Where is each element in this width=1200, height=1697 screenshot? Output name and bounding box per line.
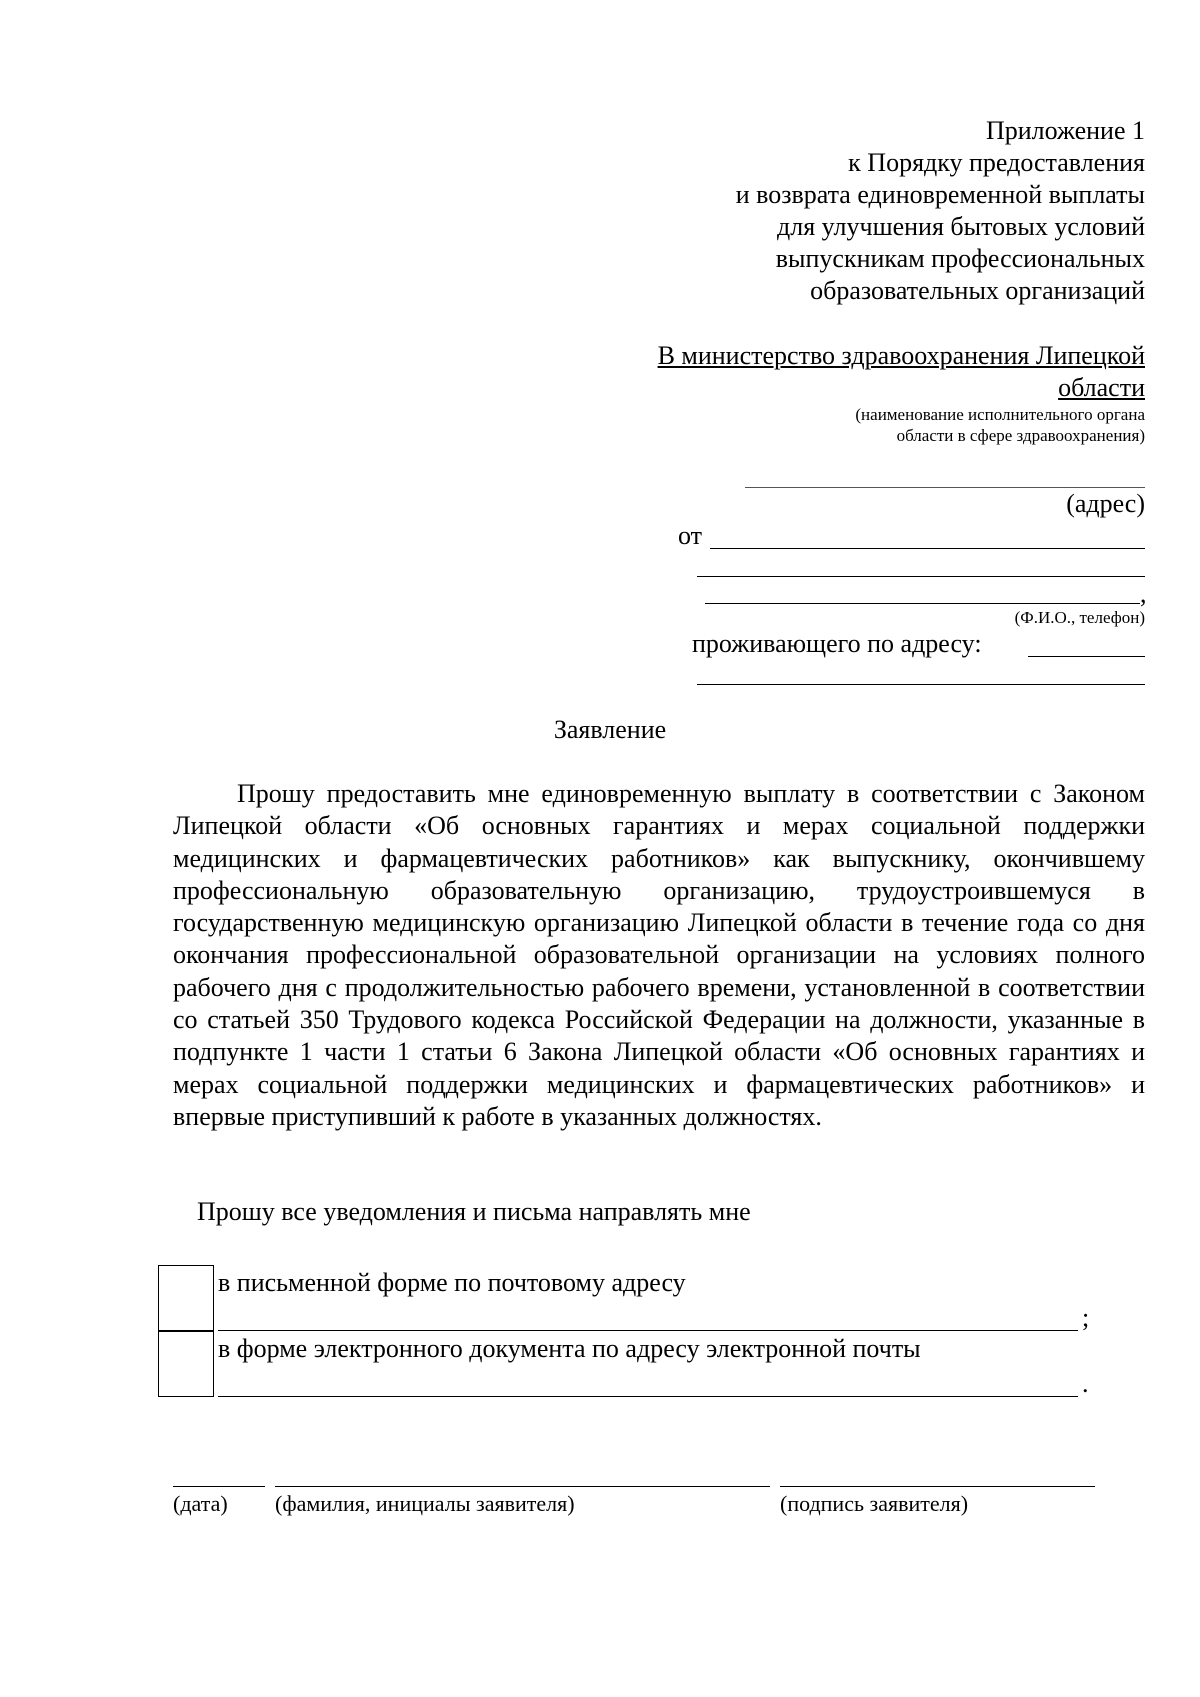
email-option-label: в форме электронного документа по адресу электронной почты [218, 1334, 921, 1363]
ministry-line: области [1058, 373, 1145, 402]
residing-field-line-1[interactable] [1028, 656, 1145, 657]
postal-option-label: в письменной форме по почтовому адресу [218, 1268, 686, 1297]
date-caption: (дата) [173, 1491, 228, 1516]
ministry-name [445, 340, 1145, 404]
statement-body: Прошу предоставить мне единовременную выплату в соответствии с Законом Липецкой области «Об основных гарантиях и мерах социальной поддержки медицинских и фармацевтических работников» как выпускнику, окончившему профессиональную образовательную организацию, трудоустроившемуся в государственную медицинскую организацию Липецкой области в течение года со дня окончания профессиональной образовательной организации на условиях полного рабочего дня с продолжительностью рабочего времени, установленной в соответствии со статьей 350 Трудового кодекса Российской Федерации на должности, указанные в подпункте 1 части 1 статьи 6 Закона Липецкой области «Об основных гарантиях и мерах социальной поддержки медицинских и фармацевтических работников» и впервые приступивший к работе в указанных должностях. [173, 779, 1145, 1131]
from-label: от [678, 521, 703, 550]
appendix-line: к Порядку предоставления [848, 148, 1145, 177]
postal-address-field-line[interactable] [218, 1330, 1078, 1331]
date-field-line[interactable] [173, 1486, 265, 1487]
ministry-caption-line: (наименование исполнительного органа [855, 405, 1145, 424]
email-address-field-line[interactable] [218, 1396, 1078, 1397]
signature-field-line[interactable] [780, 1486, 1095, 1487]
postal-option-checkbox[interactable] [158, 1265, 214, 1331]
email-option-end: . [1082, 1369, 1089, 1398]
appendix-line: для улучшения бытовых условий [777, 212, 1145, 241]
ministry-caption [645, 404, 1145, 446]
postal-option-end: ; [1082, 1303, 1090, 1332]
notify-intro: Прошу все уведомления и письма направлять мне [197, 1197, 751, 1226]
appendix-line: и возврата единовременной выплаты [735, 180, 1145, 209]
from-field-line-3[interactable] [705, 603, 1140, 604]
ministry-line: В министерство здравоохранения Липецкой [657, 341, 1145, 370]
appendix-line: Приложение 1 [985, 116, 1145, 145]
document-title: Заявление [553, 715, 667, 744]
residing-field-line-2[interactable] [697, 684, 1145, 685]
address-caption: (адрес) [1066, 489, 1145, 518]
email-option-checkbox[interactable] [158, 1331, 214, 1397]
residing-label: проживающего по адресу: [692, 629, 982, 658]
signature-caption: (подпись заявителя) [780, 1491, 969, 1516]
appendix-header [445, 115, 1145, 307]
appendix-line: выпускникам профессиональных [775, 244, 1145, 273]
name-caption: (фамилия, инициалы заявителя) [275, 1491, 575, 1516]
ministry-caption-line: области в сфере здравоохранения) [896, 426, 1145, 445]
comma-mark: , [1140, 579, 1147, 608]
fio-caption: (Ф.И.О., телефон) [1014, 608, 1145, 627]
name-field-line[interactable] [275, 1486, 770, 1487]
from-field-line-2[interactable] [697, 576, 1145, 577]
appendix-line: образовательных организаций [810, 276, 1145, 305]
from-field-line-1[interactable] [710, 548, 1145, 549]
